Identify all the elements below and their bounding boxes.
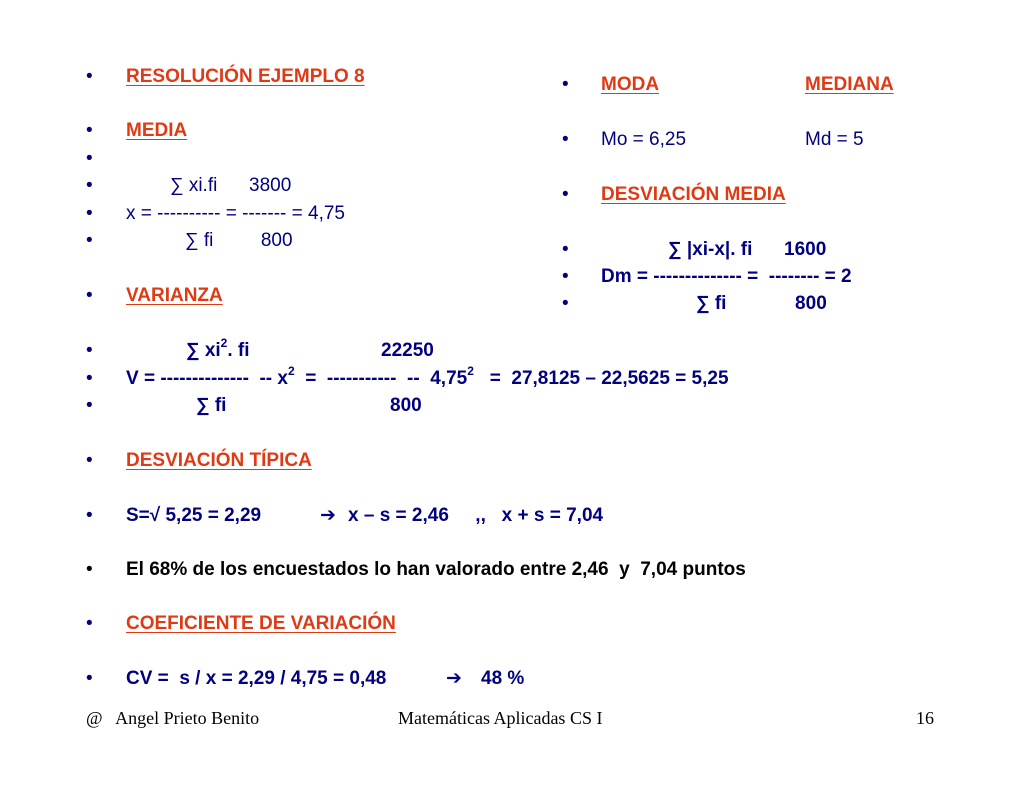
bullet-icon: • (86, 368, 93, 389)
bullet-icon: • (86, 668, 93, 689)
dm-denominator: ∑ fi 800 (696, 293, 827, 314)
footer-course: Matemáticas Aplicadas CS I (398, 708, 603, 728)
media-numerator: ∑ xi.fi 3800 (170, 175, 292, 196)
tipica-heading: DESVIACIÓN TÍPICA (126, 450, 312, 471)
bullet-icon: • (86, 395, 93, 416)
bullet-dm-equation (0, 264, 852, 290)
arrow-right-icon: ➔ (446, 668, 462, 689)
varianza-equation-part-a: V = -------------- -- x (126, 368, 288, 389)
arrow-right-icon: ➔ (320, 505, 336, 526)
cv-heading: COEFICIENTE DE VARIACIÓN (126, 613, 396, 634)
bullet-cv-heading (0, 611, 396, 637)
mediana-heading: MEDIANA (805, 74, 894, 95)
bullet-icon: • (562, 184, 569, 205)
varianza-equation-part-c: = 27,8125 – 22,5625 = 5,25 (473, 368, 729, 389)
bullet-icon: • (562, 266, 569, 287)
media-heading: MEDIA (126, 120, 188, 141)
moda-heading: MODA (601, 74, 660, 95)
varianza-equation-exponent-2: 2 (467, 363, 474, 378)
bullet-icon: • (562, 293, 569, 314)
bullet-tipica-equation (0, 503, 604, 529)
bullet-icon: • (562, 74, 569, 95)
varianza-equation-part-b: = ----------- -- 4,75 (294, 368, 468, 389)
bullet-tipica-heading (0, 448, 312, 474)
cv-equation-a: CV = s / x = 2,29 / 4,75 = 0,48 (126, 668, 387, 689)
varianza-numerator-value: 22250 (381, 340, 434, 361)
media-denominator: ∑ fi 800 (185, 230, 293, 251)
bullet-icon: • (86, 148, 93, 169)
varianza-equation-exponent-1: 2 (287, 363, 295, 378)
tipica-equation-b: x – s = 2,46 ,, x + s = 7,04 (348, 505, 604, 526)
bullet-icon: • (562, 239, 569, 260)
bullet-icon: • (86, 340, 93, 361)
varianza-heading: VARIANZA (126, 285, 223, 306)
footer-author: @ Angel Prieto Benito (86, 708, 260, 728)
varianza-denominator-value: 800 (390, 395, 422, 416)
varianza-equation (126, 363, 729, 392)
bullet-icon: • (86, 120, 93, 141)
bullet-icon: • (86, 66, 93, 87)
varianza-numerator (186, 335, 250, 364)
media-equation: x = ---------- = ------- = 4,75 (126, 203, 346, 224)
varianza-numerator-fi: . fi (227, 340, 250, 361)
varianza-numerator-exponent: 2 (220, 335, 228, 350)
varianza-numerator-label: ∑ xi (186, 340, 221, 361)
bullet-icon: • (86, 203, 93, 224)
bullet-cv-equation (0, 666, 525, 692)
moda-value: Mo = 6,25 (601, 129, 687, 150)
bullet-conclusion (0, 557, 746, 583)
bullet-varianza-equation (0, 363, 729, 392)
bullet-icon: • (86, 559, 93, 580)
cv-equation-b: 48 % (481, 668, 525, 689)
bullet-icon: • (86, 613, 93, 634)
bullet-icon: • (86, 175, 93, 196)
dm-numerator: ∑ |xi-x|. fi 1600 (668, 239, 827, 260)
mediana-value: Md = 5 (805, 129, 864, 150)
dm-equation: Dm = -------------- = -------- = 2 (601, 266, 852, 287)
bullet-icon: • (562, 129, 569, 150)
tipica-equation-a: S=√ 5,25 = 2,29 (126, 505, 262, 526)
varianza-denominator-label: ∑ fi (196, 395, 227, 416)
bullet-icon: • (86, 230, 93, 251)
dm-heading: DESVIACIÓN MEDIA (601, 184, 786, 205)
bullet-varianza-denominator (0, 393, 422, 419)
conclusion-text: El 68% de los encuestados lo han valorado entre 2,46 y 7,04 puntos (126, 559, 746, 580)
footer-page-number: 16 (916, 708, 934, 728)
bullet-icon: • (86, 450, 93, 471)
bullet-icon: • (86, 505, 93, 526)
bullet-icon: • (86, 285, 93, 306)
slide-title: RESOLUCIÓN EJEMPLO 8 (126, 66, 365, 87)
